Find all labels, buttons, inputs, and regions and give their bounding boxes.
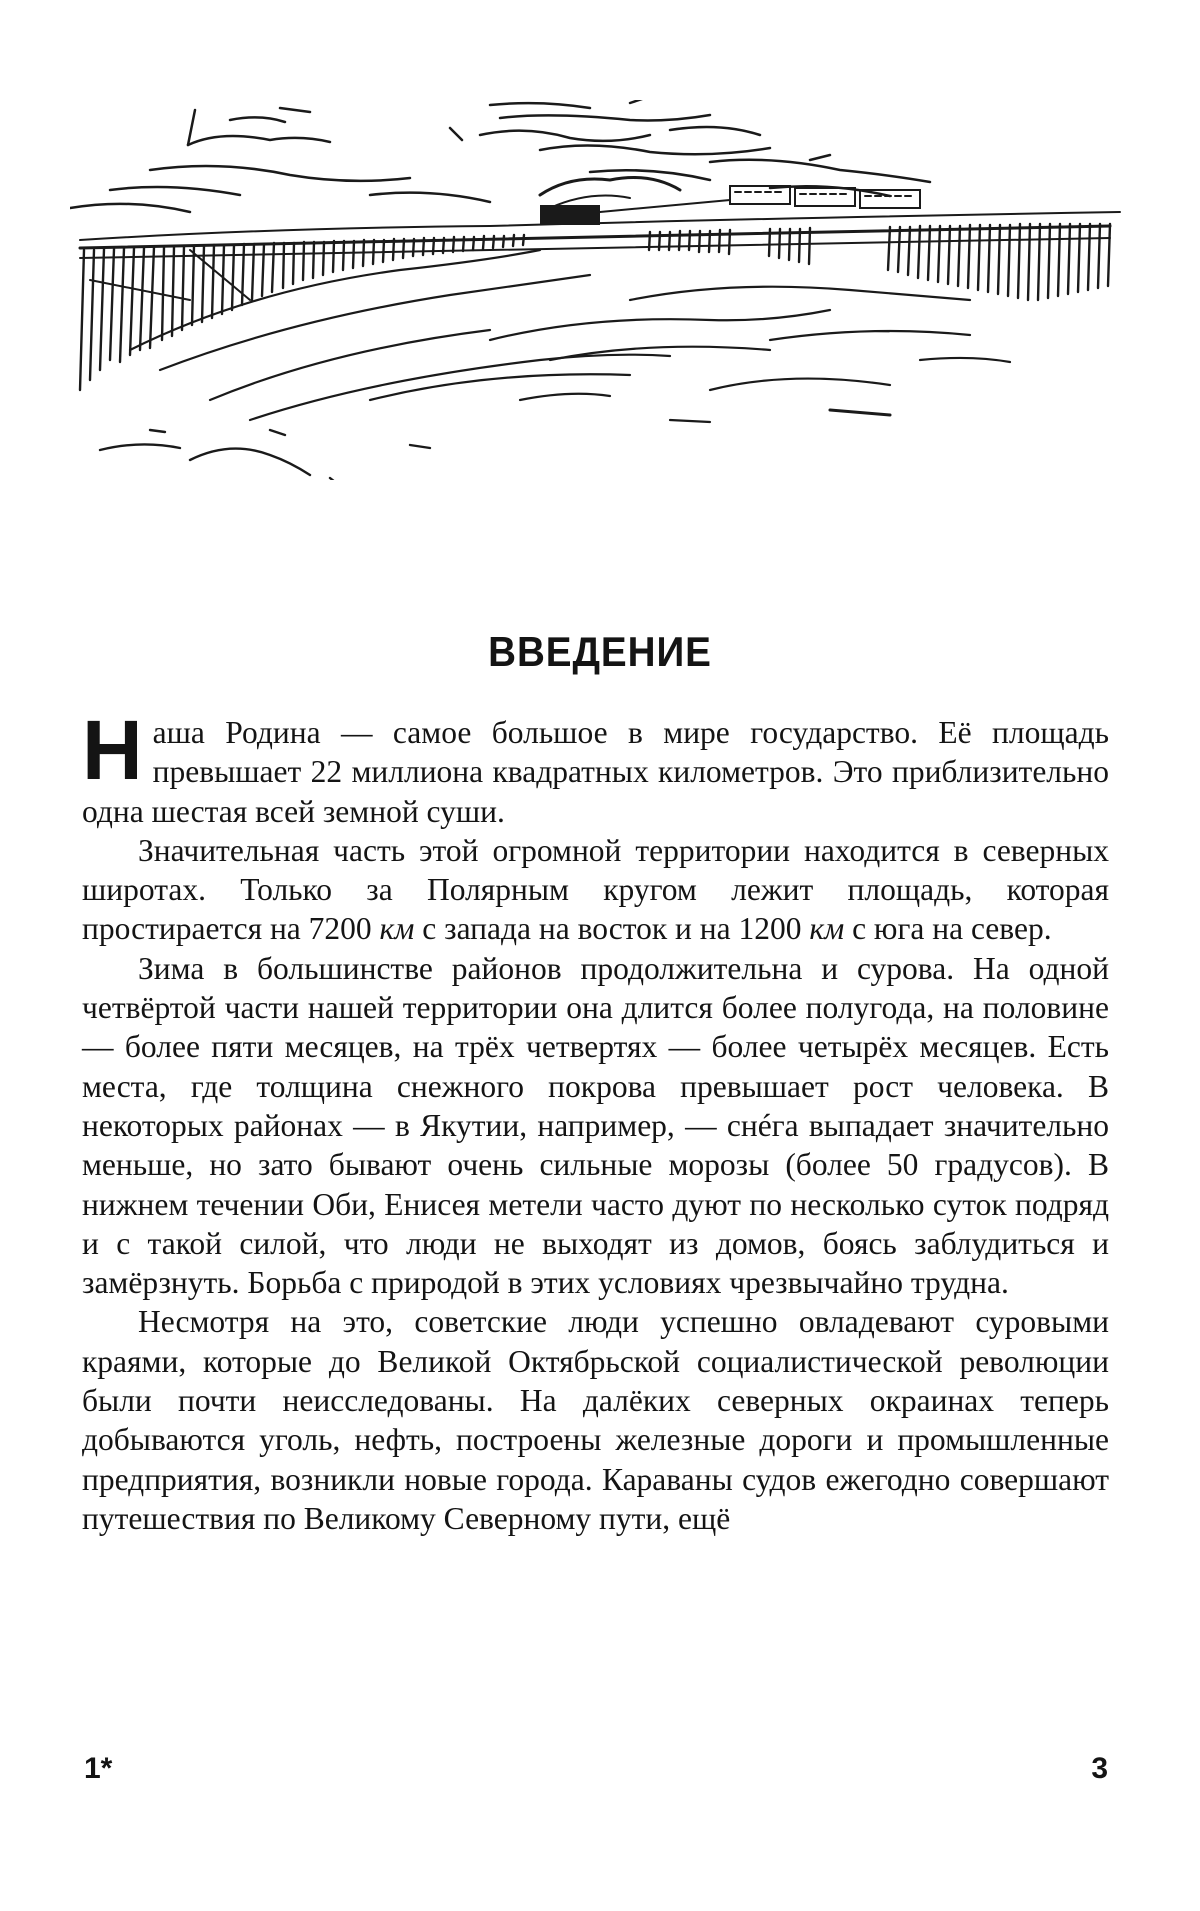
snow-fence-railway-illustration: [70, 100, 1130, 480]
chapter-title: ВВЕДЕНИЕ: [48, 628, 1152, 676]
paragraph-2-text-c: с юга на север.: [844, 911, 1051, 946]
book-page: [0, 0, 1200, 1911]
paragraph-2-text-b: с запада на восток и на 1200: [414, 911, 809, 946]
body-text: [82, 713, 1109, 1538]
paragraph-2: [82, 831, 1109, 949]
paragraph-3: Зима в большинстве районов продолжительна и сурова. На одной четвёртой части нашей территории она длится более полугода, на половине — более пяти месяцев, на трёх четвертях — более четырёх месяцев. Есть места, где толщина снежного покрова превышает рост человека. В некоторых районах — в Якутии, например, — снéга выпадает значительно меньше, но зато бывают очень сильные морозы (более 50 градусов). В нижнем течении Оби, Енисея метели часто дуют по несколько суток подряд и с такой силой, что люди не выходят из домов, боясь заблудиться и замёрзнуть. Борьба с природой в этих условиях чрезвычайно трудна.: [82, 949, 1109, 1303]
paragraph-2-text-a: Значительная часть этой огромной территории находится в северных широтах. Только за Полярным кругом лежит площадь, которая простирается на 7200: [82, 833, 1109, 947]
drop-cap: Н: [82, 717, 143, 783]
paragraph-1: [82, 713, 1109, 831]
paragraph-1-text: аша Родина — самое большое в мире государство. Её площадь превышает 22 миллиона квадратных километров. Это приблизительно одна шестая всей земной суши.: [82, 715, 1109, 829]
paragraph-4: Несмотря на это, советские люди успешно овладевают суровыми краями, которые до Великой Октябрьской социалистической революции были почти неисследованы. На далёких северных окраинах теперь добываются уголь, нефть, построены железные дороги и промышленные предприятия, возникли новые города. Караваны судов ежегодно совершают путешествия по Великому Северному пути, ещё: [82, 1302, 1109, 1538]
printer-signature-mark: 1*: [84, 1752, 112, 1786]
unit-km-2: км: [809, 911, 844, 946]
page-number: 3: [1091, 1752, 1108, 1786]
unit-km-1: км: [380, 911, 415, 946]
